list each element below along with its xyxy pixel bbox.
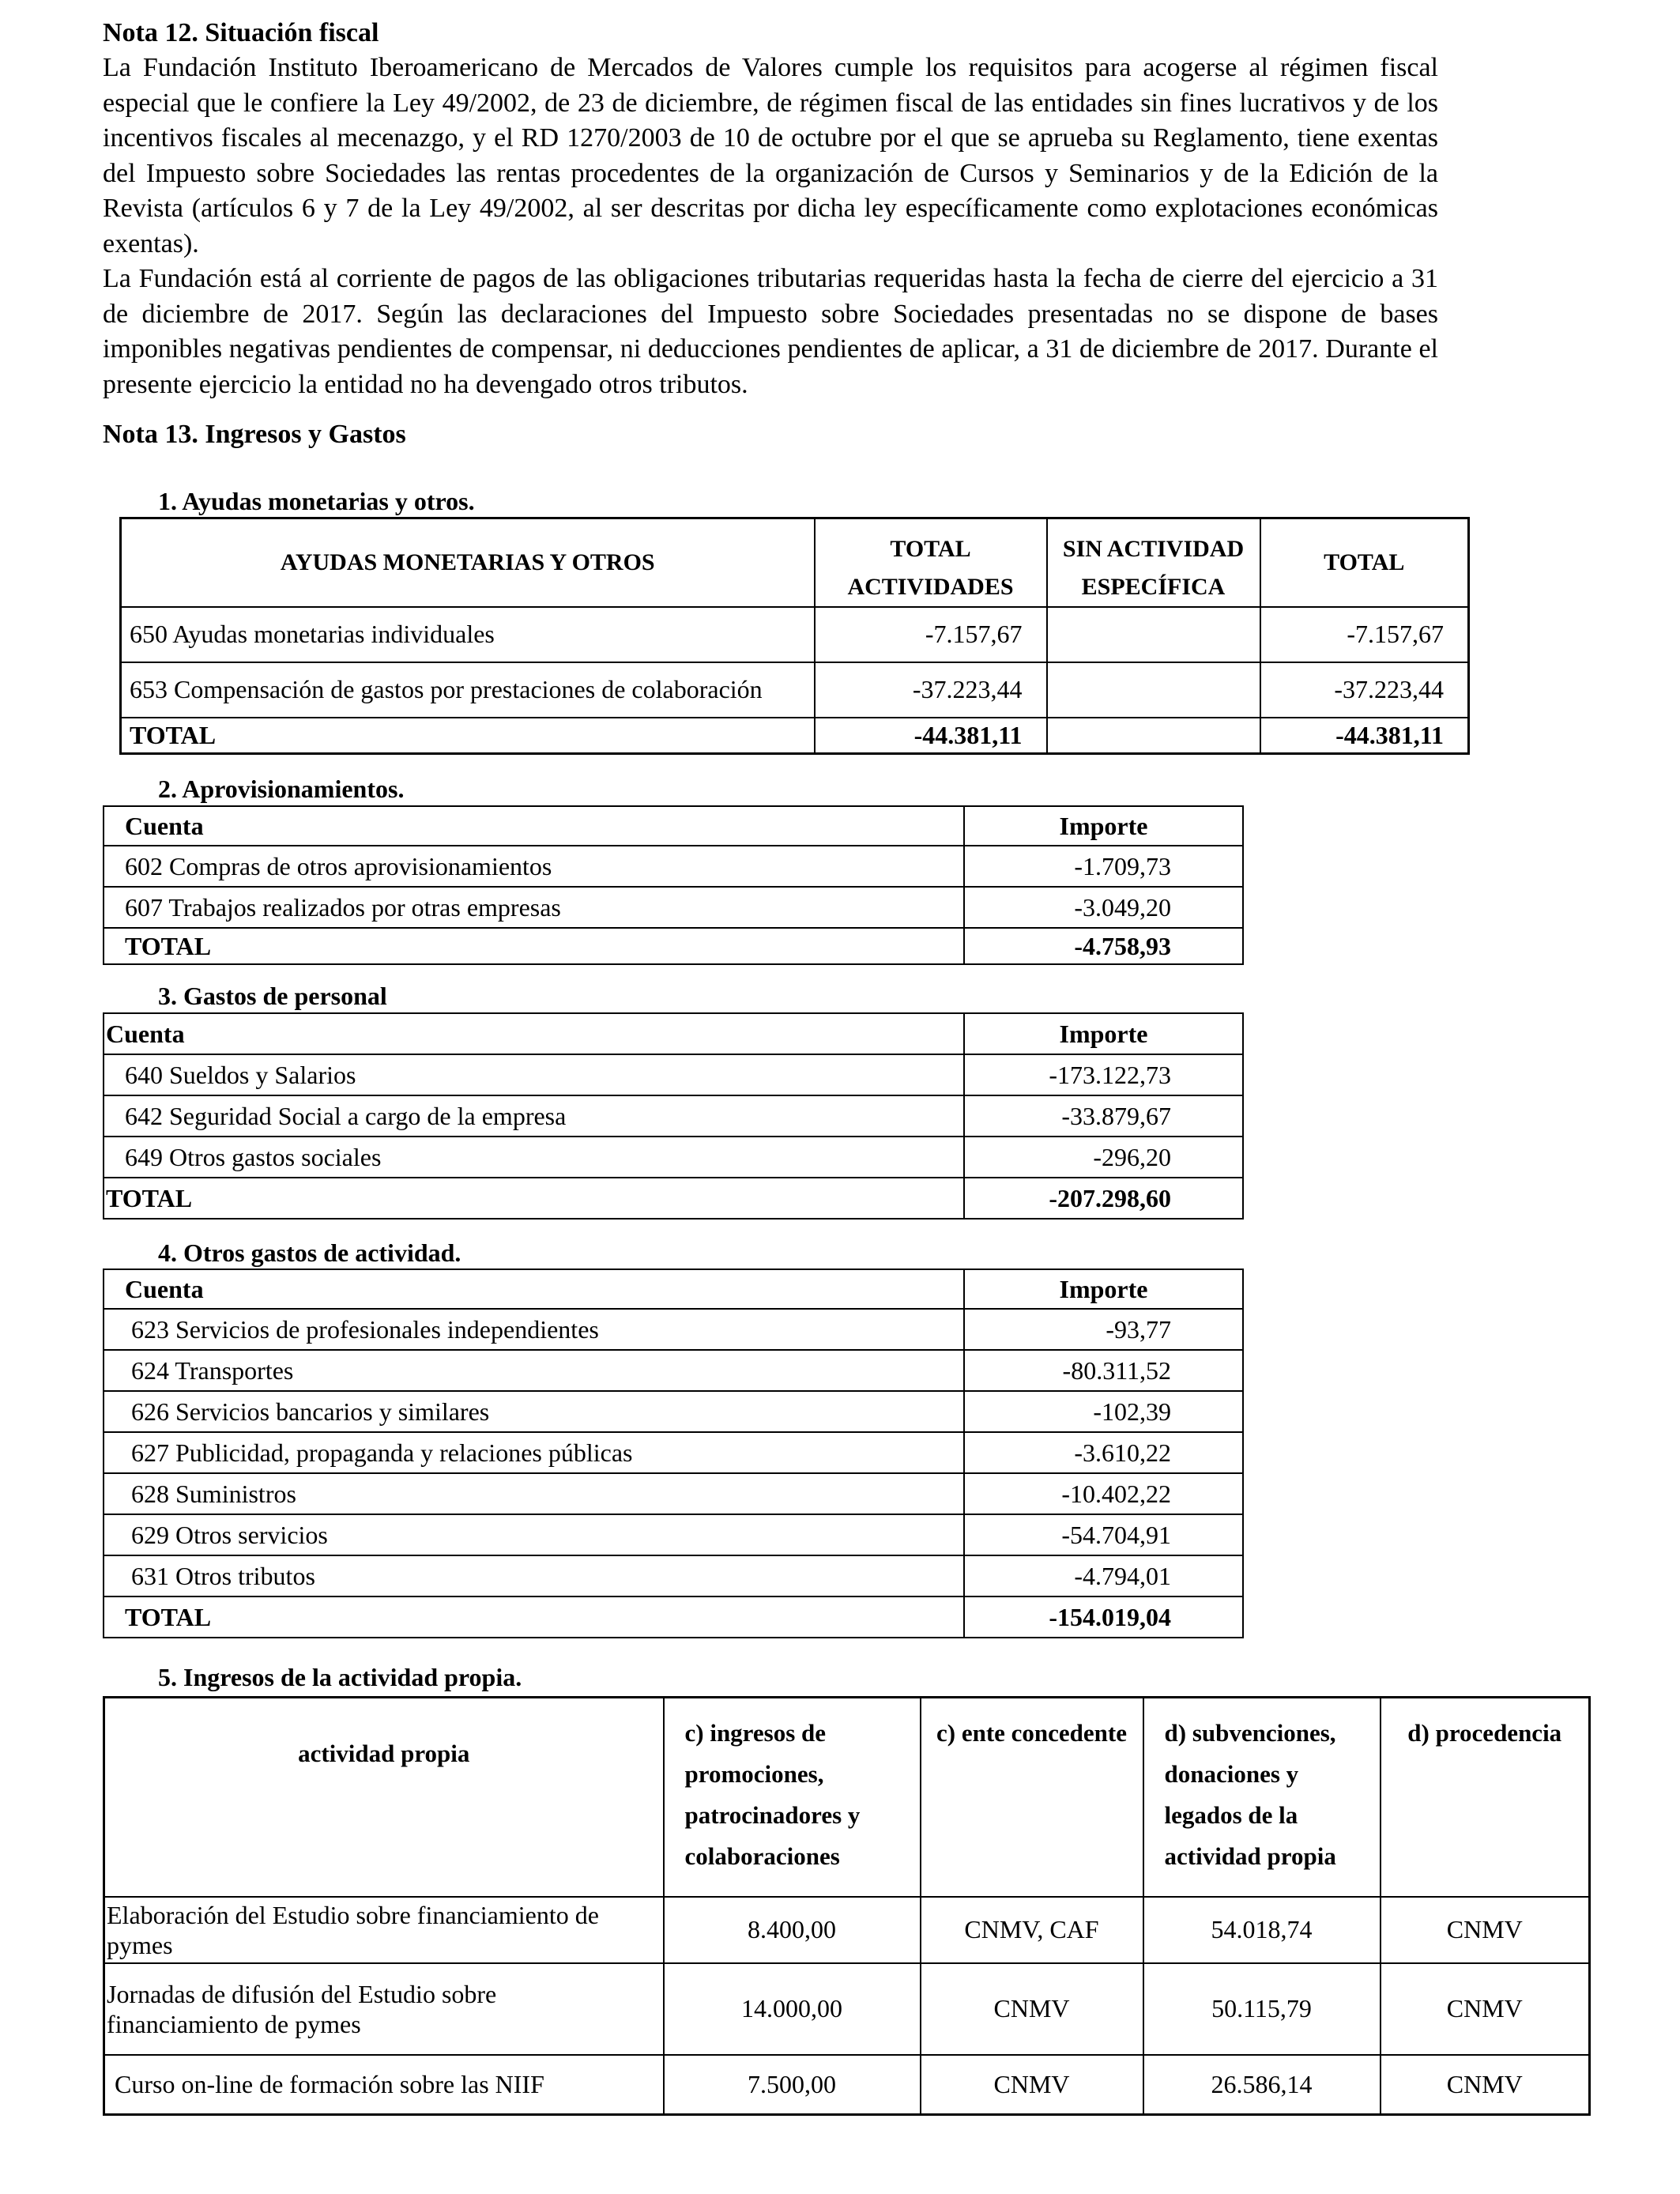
table-row (121, 607, 1469, 662)
cell-account: 627 Publicidad, propaganda y relaciones públicas (104, 1432, 964, 1473)
cell-actividad: Elaboración del Estudio sobre financiamiento de pymes (104, 1897, 664, 1963)
cell-value: -3.610,22 (964, 1432, 1243, 1473)
total-value: -44.381,11 (1260, 718, 1469, 754)
nota12-paragraph-1: La Fundación Instituto Iberoamericano de Mercados de Valores cumple los requisitos para acogerse al régimen fiscal especial que le confiere la Ley 49/2002, de 23 de diciembre, de régimen fiscal de las entidades sin fines lucrativos y de los incentivos fiscales al mecenazgo, y el RD 1270/2003 de 10 de octubre por el que se aprueba su Reglamento, tiene exentas del Impuesto sobre Sociedades las rentas procedentes de la organización de Cursos y Seminarios y de la Edición de la Revista (artículos 6 y 7 de la Ley 49/2002, al ser descritas por dicha ley específicamente como explotaciones económicas exentas). (103, 53, 1438, 258)
cell-account: 629 Otros servicios (104, 1514, 964, 1555)
cell-value: -37.223,44 (1260, 662, 1469, 718)
cell-value: 50.115,79 (1143, 1963, 1381, 2055)
cell-value: CNMV (921, 1963, 1143, 2055)
table-header-row (104, 1269, 1243, 1309)
header-importe: Importe (964, 1269, 1243, 1309)
cell-actividad: Curso on-line de formación sobre las NIIF (104, 2055, 664, 2115)
header-total-actividades: TOTAL ACTIVIDADES (815, 518, 1047, 607)
cell-value: -10.402,22 (964, 1473, 1243, 1514)
table-header-row (121, 518, 1469, 607)
header-ayudas: AYUDAS MONETARIAS Y OTROS (121, 518, 815, 607)
cell-account: 623 Servicios de profesionales independientes (104, 1309, 964, 1350)
table-total-row (104, 928, 1243, 964)
total-value: -44.381,11 (815, 718, 1047, 754)
table-row (104, 1137, 1243, 1178)
header-cuenta: Cuenta (104, 1269, 964, 1309)
header-ente-concedente: c) ente concedente (921, 1698, 1143, 1897)
section-5-title: 5. Ingresos de la actividad propia. (158, 1663, 522, 1691)
cell-value: -296,20 (964, 1137, 1243, 1178)
table-row (104, 846, 1243, 887)
cell-value: -173.122,73 (964, 1054, 1243, 1095)
table-ingresos-actividad (103, 1696, 1591, 2116)
cell-value: CNMV, CAF (921, 1897, 1143, 1963)
table-row (104, 1432, 1243, 1473)
table-total-row (121, 718, 1469, 754)
total-label: TOTAL (104, 1178, 964, 1219)
table-row (104, 1963, 1590, 2055)
total-label: TOTAL (121, 718, 815, 754)
total-value (1047, 718, 1260, 754)
cell-value: -37.223,44 (815, 662, 1047, 718)
table-row (104, 1309, 1243, 1350)
cell-value: -4.794,01 (964, 1555, 1243, 1596)
cell-account: 653 Compensación de gastos por prestaciones de colaboración (121, 662, 815, 718)
cell-value: -7.157,67 (815, 607, 1047, 662)
cell-value: 26.586,14 (1143, 2055, 1381, 2115)
total-value: -154.019,04 (964, 1596, 1243, 1638)
cell-value: CNMV (1381, 1963, 1590, 2055)
cell-value: CNMV (1381, 1897, 1590, 1963)
cell-account: 607 Trabajos realizados por otras empresas (104, 887, 964, 928)
table-header-row (104, 1698, 1590, 1897)
table-row (104, 1897, 1590, 1963)
header-ingresos-promociones: c) ingresos de promociones, patrocinadores y colaboraciones (664, 1698, 921, 1897)
table-row (121, 662, 1469, 718)
cell-actividad: Jornadas de difusión del Estudio sobre financiamiento de pymes (104, 1963, 664, 2055)
header-subvenciones: d) subvenciones, donaciones y legados de la actividad propia (1143, 1698, 1381, 1897)
table-row (104, 2055, 1590, 2115)
table-header-row (104, 806, 1243, 846)
cell-account: 631 Otros tributos (104, 1555, 964, 1596)
header-importe: Importe (964, 806, 1243, 846)
table-ayudas-monetarias (119, 517, 1470, 755)
cell-account: 626 Servicios bancarios y similares (104, 1391, 964, 1432)
cell-value: -33.879,67 (964, 1095, 1243, 1137)
nota12-paragraph-2: La Fundación está al corriente de pagos de las obligaciones tributarias requeridas hasta la fecha de cierre del ejercicio a 31 de diciembre de 2017. Según las declaraciones del Impuesto sobre Sociedades presentadas no se dispone de bases imponibles negativas pendientes de compensar, ni deducciones pendientes de aplicar, a 31 de diciembre de 2017. Durante el presente ejercicio la entidad no ha devengado otros tributos. (103, 264, 1438, 399)
cell-account: 649 Otros gastos sociales (104, 1137, 964, 1178)
cell-value: -54.704,91 (964, 1514, 1243, 1555)
cell-value (1047, 607, 1260, 662)
table-total-row (104, 1178, 1243, 1219)
total-label: TOTAL (104, 928, 964, 964)
table-row (104, 1555, 1243, 1596)
cell-value: 7.500,00 (664, 2055, 921, 2115)
section-1-title: 1. Ayudas monetarias y otros. (158, 487, 475, 515)
cell-value: 8.400,00 (664, 1897, 921, 1963)
table-row (104, 1473, 1243, 1514)
table-gastos-personal (103, 1012, 1244, 1220)
header-importe: Importe (964, 1013, 1243, 1054)
table-row (104, 1095, 1243, 1137)
table-row (104, 1391, 1243, 1432)
cell-account: 650 Ayudas monetarias individuales (121, 607, 815, 662)
cell-account: 642 Seguridad Social a cargo de la empresa (104, 1095, 964, 1137)
table-row (104, 1054, 1243, 1095)
header-sin-actividad: SIN ACTIVIDAD ESPECÍFICA (1047, 518, 1260, 607)
header-actividad-propia: actividad propia (104, 1698, 664, 1897)
section-3-title: 3. Gastos de personal (158, 982, 387, 1010)
cell-account: 628 Suministros (104, 1473, 964, 1514)
section-2-title: 2. Aprovisionamientos. (158, 775, 405, 803)
table-row (104, 1514, 1243, 1555)
section-4-title: 4. Otros gastos de actividad. (158, 1238, 461, 1267)
total-value: -207.298,60 (964, 1178, 1243, 1219)
nota12-title: Nota 12. Situación fiscal (103, 18, 379, 47)
total-label: TOTAL (104, 1596, 964, 1638)
cell-value: -3.049,20 (964, 887, 1243, 928)
cell-account: 602 Compras de otros aprovisionamientos (104, 846, 964, 887)
table-header-row (104, 1013, 1243, 1054)
header-total: TOTAL (1260, 518, 1469, 607)
cell-value: CNMV (1381, 2055, 1590, 2115)
cell-value: -1.709,73 (964, 846, 1243, 887)
cell-value (1047, 662, 1260, 718)
cell-value: -7.157,67 (1260, 607, 1469, 662)
total-value: -4.758,93 (964, 928, 1243, 964)
table-otros-gastos (103, 1269, 1244, 1638)
cell-value: 54.018,74 (1143, 1897, 1381, 1963)
cell-account: 640 Sueldos y Salarios (104, 1054, 964, 1095)
cell-value: 14.000,00 (664, 1963, 921, 2055)
header-cuenta: Cuenta (104, 1013, 964, 1054)
cell-value: -102,39 (964, 1391, 1243, 1432)
table-row (104, 887, 1243, 928)
cell-value: CNMV (921, 2055, 1143, 2115)
cell-account: 624 Transportes (104, 1350, 964, 1391)
table-row (104, 1350, 1243, 1391)
cell-value: -80.311,52 (964, 1350, 1243, 1391)
nota13-title: Nota 13. Ingresos y Gastos (103, 420, 406, 449)
table-aprovisionamientos (103, 805, 1244, 965)
header-procedencia: d) procedencia (1381, 1698, 1590, 1897)
table-total-row (104, 1596, 1243, 1638)
cell-value: -93,77 (964, 1309, 1243, 1350)
header-cuenta: Cuenta (104, 806, 964, 846)
